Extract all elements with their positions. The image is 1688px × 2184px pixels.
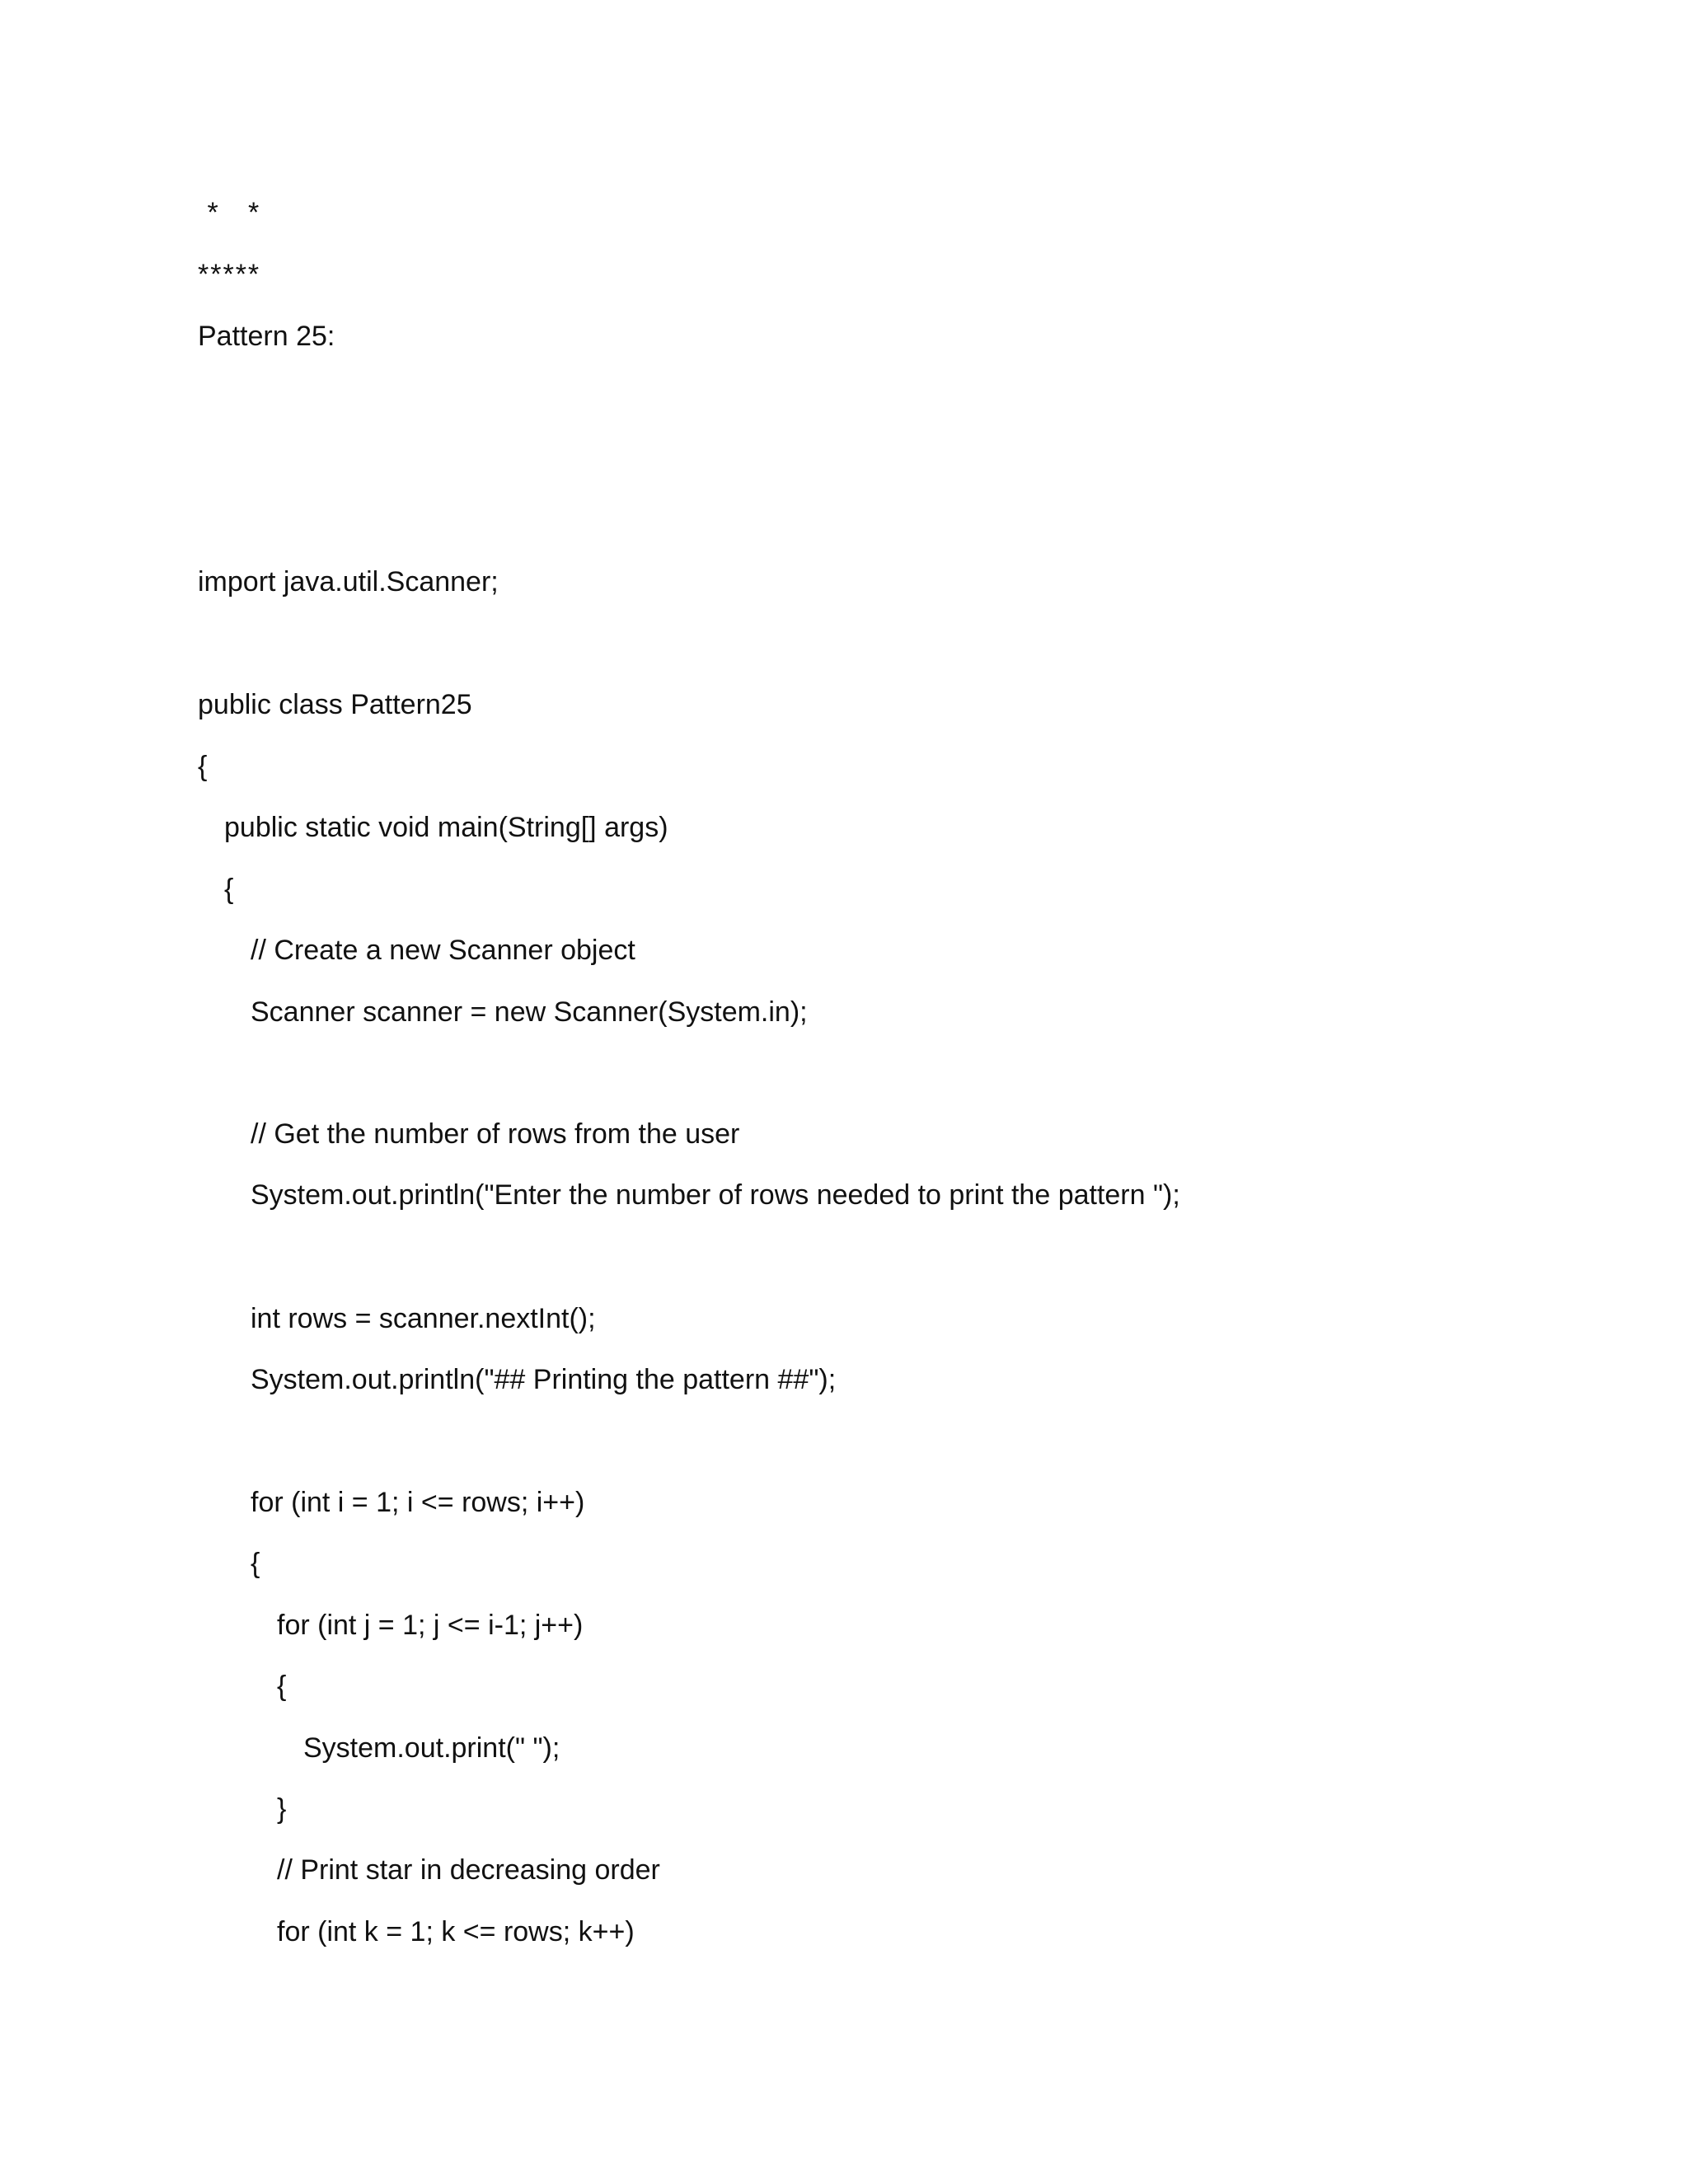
star-pattern-line-1: * * [198,197,261,228]
code-line-read-rows: int rows = scanner.nextInt(); [251,1303,596,1334]
code-comment-create-scanner: // Create a new Scanner object [251,935,635,966]
pattern-heading: Pattern 25: [198,321,335,352]
code-line-print-header: System.out.println("## Printing the pattern ##"); [251,1364,837,1395]
code-line-import: import java.util.Scanner; [198,566,499,598]
code-line-main-open-brace: { [224,874,234,905]
code-comment-print-star: // Print star in decreasing order [277,1854,660,1886]
code-line-prompt: System.out.println("Enter the number of rows needed to print the pattern "); [251,1179,1180,1211]
code-line-class-open-brace: { [198,751,208,782]
code-line-outer-open-brace: { [251,1548,260,1579]
code-comment-get-rows: // Get the number of rows from the user [251,1118,740,1150]
code-line-inner-for-k: for (int k = 1; k <= rows; k++) [277,1916,635,1947]
code-line-class-declaration: public class Pattern25 [198,689,472,720]
code-line-scanner: Scanner scanner = new Scanner(System.in); [251,996,808,1028]
code-line-print-space: System.out.print(" "); [303,1732,560,1764]
code-line-inner-open-brace: { [277,1671,287,1702]
code-line-outer-for: for (int i = 1; i <= rows; i++) [251,1487,585,1518]
code-line-main-method: public static void main(String[] args) [224,812,668,843]
star-pattern-line-2: ***** [198,259,261,290]
code-line-inner-for-j: for (int j = 1; j <= i-1; j++) [277,1610,584,1641]
code-line-inner-close-brace: } [277,1793,287,1825]
